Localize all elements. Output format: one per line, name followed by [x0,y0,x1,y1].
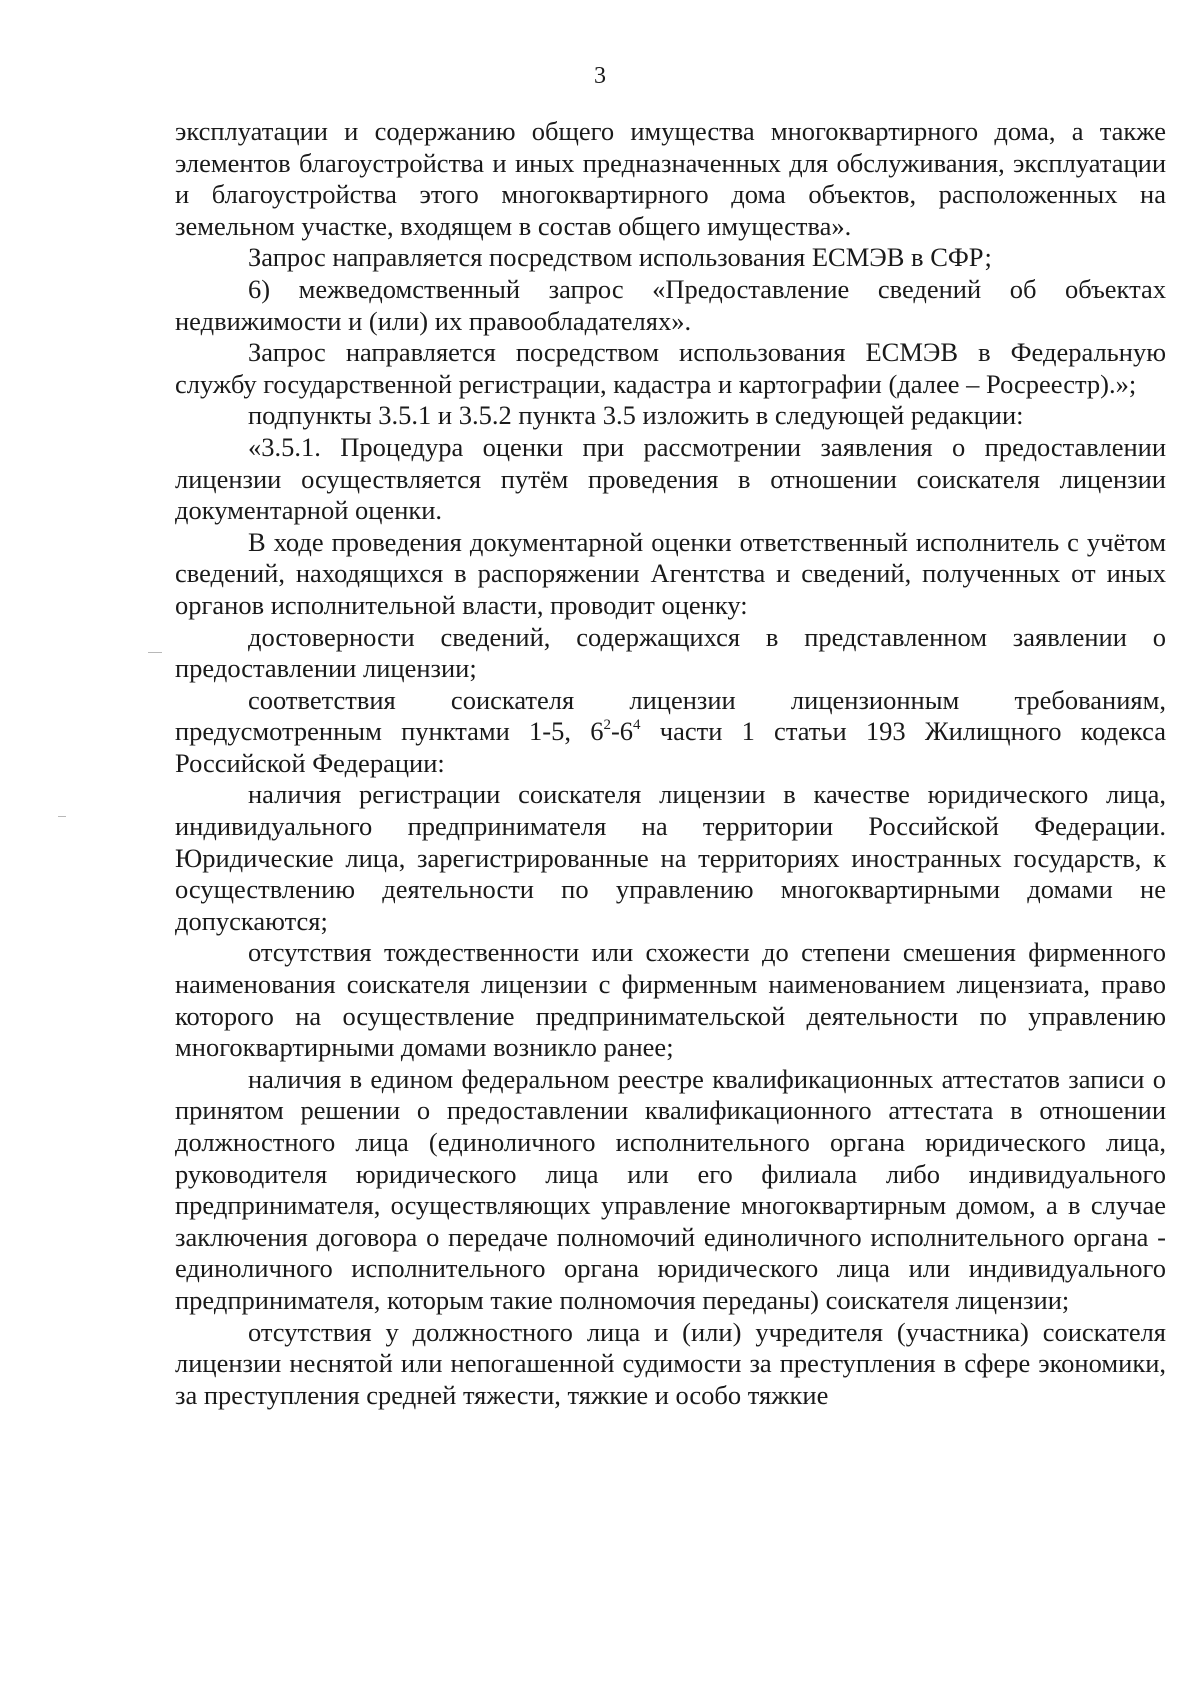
paragraph-interagency-request-6: 6) межведомственный запрос «Предоставление сведений об объектах недвижимости и (или) их правообладателях». [175,273,1166,336]
superscript-2: 2 [603,717,611,734]
paragraph-license-requirements-compliance [175,685,1166,780]
scan-artifact-mark [148,652,162,653]
paragraph-company-name-check: отсутствия тождественности или схожести до степени смешения фирменного наименования соискателя лицензии с фирменным наименованием лицензиата, право которого на осуществление предпринимательской деятельности по управлению многоквартирными домами возникло ранее; [175,937,1166,1063]
paragraph-criminal-record-check: отсутствия у должностного лица и (или) учредителя (участника) соискателя лицензии неснятой или непогашенной судимости за преступления в сфере экономики, за преступления средней тяжести, тяжкие и особо тяжкие [175,1316,1166,1410]
document-body [175,116,1166,1411]
paragraph-3-5-1: «3.5.1. Процедура оценки при рассмотрении заявления о предоставлении лицензии осуществляется путём проведения в отношении соискателя лицензии документарной оценки. [175,431,1166,526]
paragraph-qualification-certificate-check: наличия в едином федеральном реестре квалификационных аттестатов записи о принятом решении о предоставлении квалификационного аттестата в отношении должностного лица (единоличного исполнительного органа юридического лица, руководителя юридического лица или его филиала либо индивидуального предпринимателя, осуществляющих управление многоквартирным домом, а в случае заключения договора о передаче полномочий единоличного исполнительного органа - единоличного исполнительного органа юридического лица или индивидуального предпринимателя, которым такие полномочия переданы) соискателя лицензии; [175,1063,1166,1315]
paragraph-sfr-request: Запрос направляется посредством использования ЕСМЭВ в СФР; [248,242,992,273]
scan-artifact-mark [58,816,66,817]
compliance-text-end: части 1 статьи 193 Жилищного кодекса Российской Федерации: [175,716,1166,778]
paragraph-documentary-assessment: В ходе проведения документарной оценки ответственный исполнитель с учётом сведений, находящихся в распоряжении Агентства и сведений, полученных от иных органов исполнительной власти, проводит оценку: [175,526,1166,620]
superscript-4: 4 [633,717,641,734]
page-number: 3 [594,63,606,89]
paragraph-common-property-continuation: эксплуатации и содержанию общего имущества многоквартирного дома, а также элементов благоустройства и иных предназначенных для обслуживания, эксплуатации и благоустройства этого многоквартирного дома объектов, расположенных на земельном участке, входящем в состав общего имущества». [175,116,1166,241]
paragraph-registration-check: наличия регистрации соискателя лицензии в качестве юридического лица, индивидуального предпринимателя на территории Российской Федерации. Юридические лица, зарегистрированные на территориях иностранных государств, к осуществлению деятельности по управлению многоквартирными домами не допускаются; [175,779,1166,936]
compliance-text-start: соответствия соискателя лицензии лицензионным требованиям, предусмотренным пунктами 1-5, 6 [175,684,1166,747]
paragraph-amendment-instruction: подпункты 3.5.1 и 3.5.2 пункта 3.5 изложить в следующей редакции: [248,400,1024,431]
compliance-text-middle: -6 [610,716,634,747]
paragraph-reliability-of-information: достоверности сведений, содержащихся в представленном заявлении о предоставлении лицензии; [175,621,1166,684]
paragraph-rosreestr-request: Запрос направляется посредством использования ЕСМЭВ в Федеральную службу государственной регистрации, кадастра и картографии (далее – Росреестр).»; [175,337,1166,399]
